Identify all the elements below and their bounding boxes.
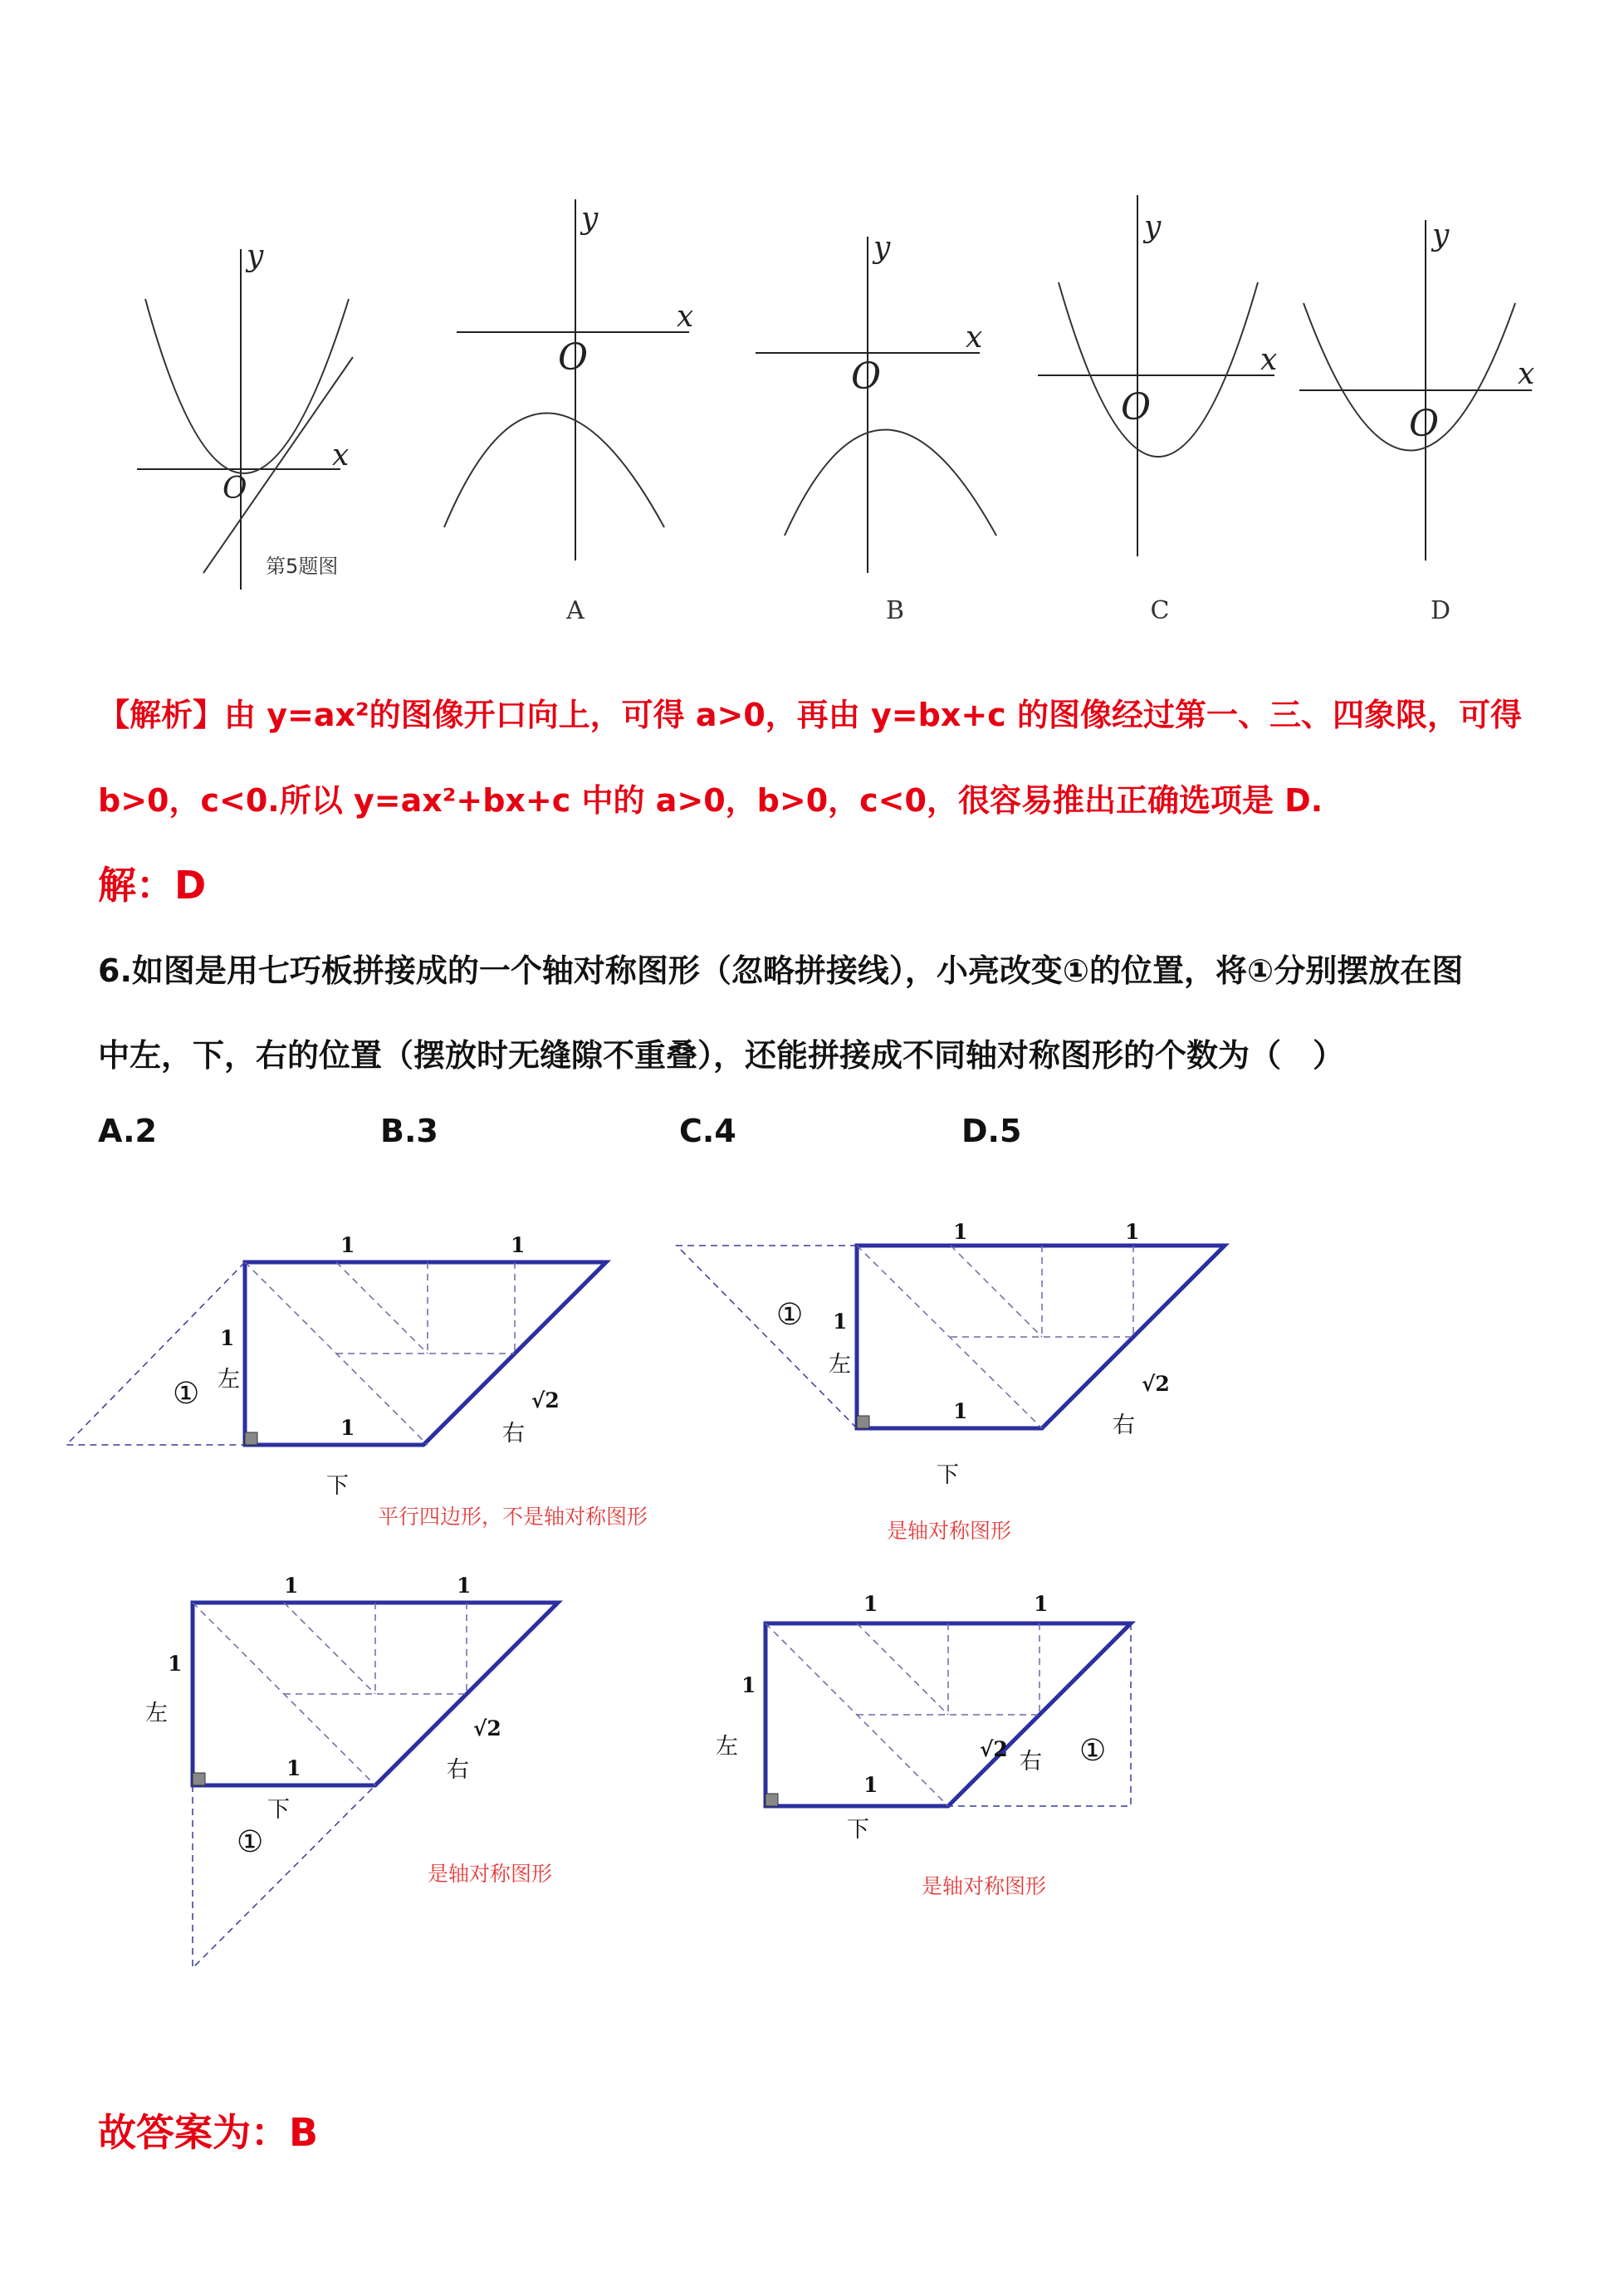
figure-1 xyxy=(66,1233,648,1529)
fig2-right: 右 xyxy=(1113,1412,1135,1438)
graph-a xyxy=(444,199,693,625)
fig3-down: 下 xyxy=(267,1797,290,1823)
fig4-label-1c: 1 xyxy=(741,1673,756,1697)
figure-3 xyxy=(145,1574,558,1968)
fig2-left: 左 xyxy=(829,1352,851,1378)
analysis-line-1: 【解析】由 y=ax²的图像开口向上，可得 a>0，再由 y=bx+c 的图像经过第一、三、四象限，可得 xyxy=(98,697,1522,733)
fig3-label-1b: 1 xyxy=(457,1574,472,1598)
graph-c xyxy=(1038,195,1277,625)
fig1-piece-1: ① xyxy=(173,1377,200,1411)
fig1-note: 平行四边形，不是轴对称图形 xyxy=(378,1505,648,1529)
fig3-note: 是轴对称图形 xyxy=(428,1862,553,1886)
c-y-label: y xyxy=(1144,210,1162,244)
fig3-right: 右 xyxy=(447,1757,469,1783)
fig1-label-1d: 1 xyxy=(340,1416,355,1440)
fig2-down: 下 xyxy=(937,1462,959,1488)
ref-caption: 第5题图 xyxy=(266,555,339,578)
fig3-label-root2: √2 xyxy=(473,1716,501,1740)
fig3-label-1d: 1 xyxy=(286,1756,301,1780)
a-caption: A xyxy=(566,596,585,625)
fig2-label-1a: 1 xyxy=(953,1220,968,1244)
analysis-line-2: b>0，c<0.所以 y=ax²+bx+c 中的 a>0，b>0，c<0，很容易推出正确选项是 D. xyxy=(98,782,1323,819)
question6-line-2: 中左，下，右的位置（摆放时无缝隙不重叠），还能拼接成不同轴对称图形的个数为（ ） xyxy=(98,1037,1345,1074)
fig4-piece-1: ① xyxy=(1079,1734,1107,1768)
analysis-answer: 解：D xyxy=(98,863,207,908)
b-x-label: x xyxy=(966,321,983,355)
figure-2 xyxy=(677,1220,1225,1543)
ref-origin-label: O xyxy=(223,472,247,506)
a-origin-label: O xyxy=(558,336,589,379)
fig3-left: 左 xyxy=(145,1701,168,1726)
fig4-label-1b: 1 xyxy=(1034,1592,1049,1616)
fig4-label-1a: 1 xyxy=(863,1592,878,1616)
reference-graph xyxy=(137,239,353,590)
fig4-down: 下 xyxy=(847,1817,869,1843)
fig4-label-root2: √2 xyxy=(980,1737,1008,1761)
option-a: A.2 xyxy=(98,1113,157,1149)
fig3-label-1a: 1 xyxy=(284,1574,299,1598)
a-x-label: x xyxy=(677,300,694,334)
ref-y-label: y xyxy=(247,239,264,273)
fig4-label-1d: 1 xyxy=(863,1773,878,1797)
graph-b xyxy=(756,231,996,625)
b-origin-label: O xyxy=(851,355,882,398)
fig2-label-1b: 1 xyxy=(1125,1220,1140,1244)
b-y-label: y xyxy=(873,231,891,265)
d-x-label: x xyxy=(1518,357,1535,391)
option-d: D.5 xyxy=(961,1113,1022,1149)
graph-d xyxy=(1299,218,1534,625)
d-y-label: y xyxy=(1432,218,1450,252)
fig2-label-1c: 1 xyxy=(833,1310,848,1334)
a-y-label: y xyxy=(581,202,599,236)
fig1-label-1a: 1 xyxy=(340,1233,355,1257)
b-caption: B xyxy=(885,596,905,625)
question6-line-1: 6.如图是用七巧板拼接成的一个轴对称图形（忽略拼接线），小亮改变①的位置，将①分别摆放在图 xyxy=(98,952,1464,989)
fig1-label-1b: 1 xyxy=(511,1233,526,1257)
fig4-right: 右 xyxy=(1020,1749,1042,1775)
fig3-label-1c: 1 xyxy=(168,1652,183,1676)
fig2-label-1d: 1 xyxy=(953,1399,968,1423)
figure-4 xyxy=(716,1592,1131,1898)
c-origin-label: O xyxy=(1121,386,1152,428)
fig1-label-root2: √2 xyxy=(531,1388,560,1412)
d-origin-label: O xyxy=(1409,403,1440,445)
c-caption: C xyxy=(1150,596,1170,625)
tangram-figures xyxy=(0,1196,1624,1993)
fig3-piece-1: ① xyxy=(237,1825,264,1859)
fig2-piece-1: ① xyxy=(776,1298,804,1332)
final-answer: 故答案为：B xyxy=(98,2110,319,2155)
option-b: B.3 xyxy=(380,1113,438,1149)
fig4-left: 左 xyxy=(716,1734,738,1760)
fig2-label-root2: √2 xyxy=(1142,1372,1170,1396)
fig1-right: 右 xyxy=(502,1421,525,1447)
fig1-down: 下 xyxy=(326,1473,349,1499)
option-c: C.4 xyxy=(679,1113,736,1149)
d-caption: D xyxy=(1430,596,1451,625)
fig2-note: 是轴对称图形 xyxy=(887,1519,1012,1543)
fig1-left: 左 xyxy=(218,1367,240,1393)
ref-x-label: x xyxy=(332,438,350,472)
fig1-label-1c: 1 xyxy=(220,1326,235,1350)
fig4-note: 是轴对称图形 xyxy=(922,1874,1047,1898)
c-x-label: x xyxy=(1260,343,1278,377)
